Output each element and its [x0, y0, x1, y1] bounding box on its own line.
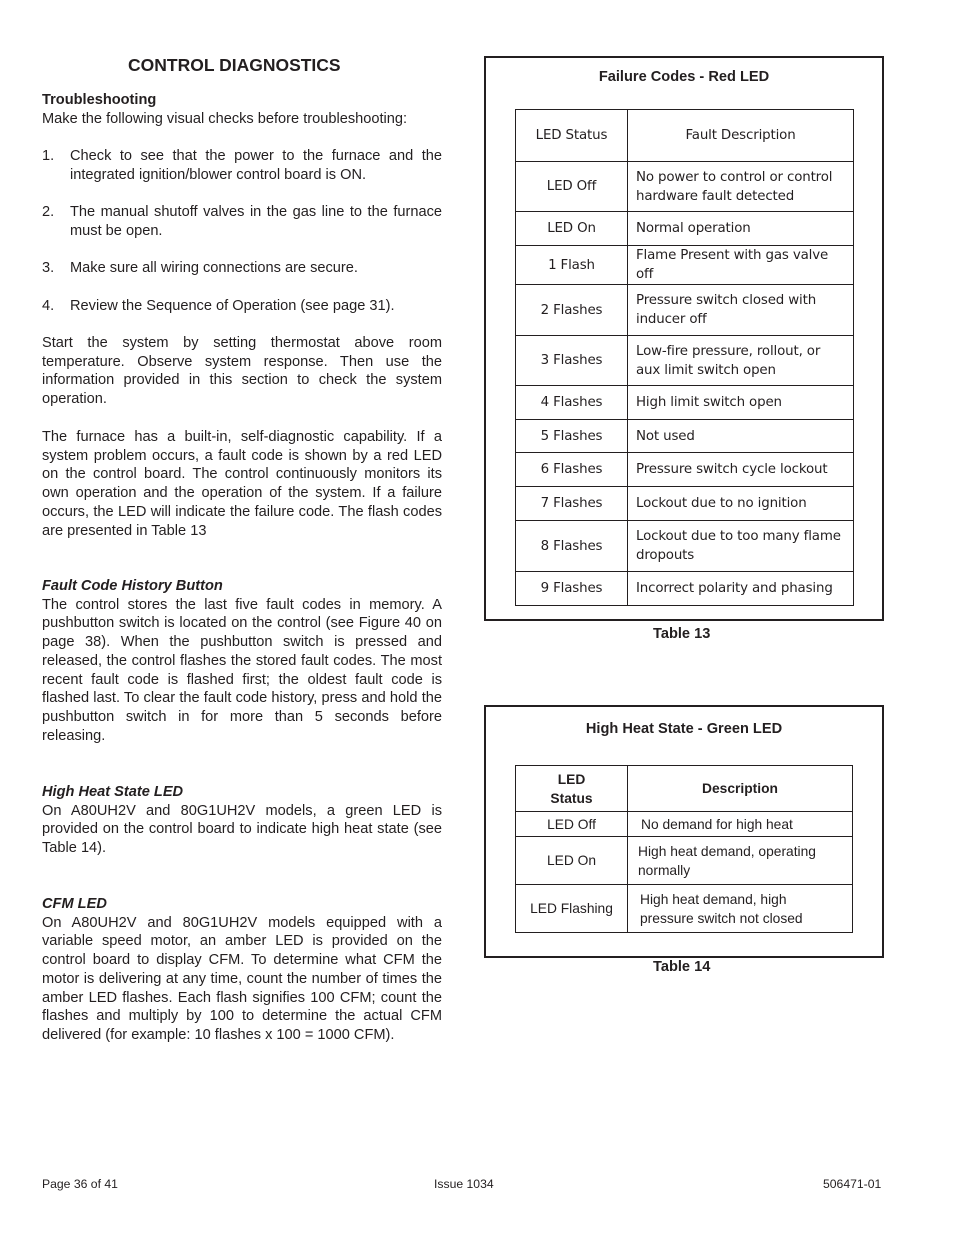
- step-number: 3.: [42, 260, 55, 276]
- table-row: [516, 285, 854, 336]
- table-row: [516, 572, 854, 606]
- table-row: [516, 453, 854, 487]
- fault-description-cell: Pressure switch cycle lockout: [628, 453, 854, 487]
- led-status-cell: 2 Flashes: [516, 285, 628, 336]
- step-number: 4.: [42, 298, 55, 314]
- fault-history-section: [42, 577, 442, 745]
- check-step-2: [42, 203, 442, 240]
- high-heat-section: [42, 783, 442, 858]
- fault-description-cell: Normal operation: [628, 212, 854, 246]
- header-led-status: LED Status: [516, 766, 628, 812]
- header-description: Description: [628, 766, 853, 812]
- led-status-cell: 5 Flashes: [516, 420, 628, 453]
- table-13-title: Failure Codes - Red LED: [598, 69, 770, 85]
- fault-description-cell: Pressure switch closed with inducer off: [628, 285, 854, 336]
- troubleshooting-section: [42, 91, 442, 128]
- check-step-1: [42, 147, 442, 184]
- fault-description-cell: Lockout due to no ignition: [628, 487, 854, 521]
- high-heat-title: High Heat State LED: [42, 784, 184, 800]
- led-status-cell: LED On: [516, 837, 628, 885]
- table-row: [516, 246, 854, 285]
- table-header-row: [516, 110, 854, 162]
- fault-description-cell: High limit switch open: [628, 386, 854, 420]
- step-text: Review the Sequence of Operation (see page 31).: [70, 298, 395, 314]
- fault-description-cell: Low-fire pressure, rollout, or aux limit switch open: [628, 336, 854, 386]
- description-cell: High heat demand, high pressure switch not closed: [628, 885, 853, 933]
- step-number: 2.: [42, 204, 55, 220]
- table-row: [516, 420, 854, 453]
- table-row: [516, 812, 853, 837]
- led-status-cell: 7 Flashes: [516, 487, 628, 521]
- led-status-cell: 6 Flashes: [516, 453, 628, 487]
- fault-history-text: The control stores the last five fault codes in memory. A pushbutton switch is located on the control (see Figure 40 on page 38). When the pushbutton switch is pressed and released, the control flashes the stored fault codes. The most recent fault code is flashed first; the oldest fault code is flashed last. To clear the fault code history, press and hold the pushbutton switch in for more than 5 seconds before releasing.: [42, 596, 442, 744]
- footer-page-number: Page 36 of 41: [42, 1177, 118, 1191]
- led-status-cell: LED On: [516, 212, 628, 246]
- step-text: The manual shutoff valves in the gas line to the furnace must be open.: [70, 204, 442, 239]
- table-row: [516, 885, 853, 933]
- fault-description-cell: Lockout due to too many flame dropouts: [628, 521, 854, 572]
- failure-codes-table: [515, 109, 854, 606]
- cfm-title: CFM LED: [42, 896, 107, 912]
- led-status-cell: 1 Flash: [516, 246, 628, 285]
- table-row: [516, 212, 854, 246]
- header-fault-description: Fault Description: [628, 110, 854, 162]
- step-text: Make sure all wiring connections are secure.: [70, 260, 358, 276]
- fault-description-cell: Not used: [628, 420, 854, 453]
- table-row: [516, 521, 854, 572]
- table-row: [516, 487, 854, 521]
- page-heading: CONTROL DIAGNOSTICS: [128, 55, 341, 75]
- cfm-text: On A80UH2V and 80G1UH2V models equipped with a variable speed motor, an amber LED is provided on the control board to display CFM. To determine what CFM the motor is delivering at any time, count the number of times the amber LED flashes. Each flash signifies 100 CFM; count the flashes and multiply by 100 to determine the actual CFM delivered (for example: 10 flashes x 100 = 1000 CFM).: [42, 914, 442, 1043]
- led-status-cell: LED Flashing: [516, 885, 628, 933]
- self-diagnostic-paragraph: The furnace has a built-in, self-diagnostic capability. If a system problem occurs, a fault code is shown by a red LED on the control board. The control continuously monitors its own operation and the operation of the system. If a failure occurs, the LED will indicate the failure code. The flash codes are presented in Table 13: [42, 429, 442, 539]
- table-14-title: High Heat State - Green LED: [585, 721, 783, 737]
- led-status-cell: 4 Flashes: [516, 386, 628, 420]
- table-row: [516, 837, 853, 885]
- table-14-caption: Table 14: [653, 959, 711, 975]
- table-row: [516, 386, 854, 420]
- table-13-caption: Table 13: [653, 626, 711, 642]
- led-status-cell: 8 Flashes: [516, 521, 628, 572]
- troubleshooting-intro: Make the following visual checks before troubleshooting:: [42, 110, 408, 127]
- high-heat-table: [515, 765, 853, 933]
- led-status-cell: 3 Flashes: [516, 336, 628, 386]
- troubleshooting-title: Troubleshooting: [42, 92, 157, 108]
- footer-issue: Issue 1034: [434, 1177, 494, 1191]
- description-cell: No demand for high heat: [628, 812, 853, 837]
- fault-description-cell: Incorrect polarity and phasing: [628, 572, 854, 606]
- fault-description-cell: No power to control or control hardware fault detected: [628, 162, 854, 212]
- check-step-3: [42, 259, 442, 278]
- header-led-status: LED Status: [516, 110, 628, 162]
- check-step-4: [42, 297, 442, 316]
- cfm-section: [42, 895, 442, 1045]
- led-status-cell: LED Off: [516, 812, 628, 837]
- fault-description-cell: Flame Present with gas valve off: [628, 246, 854, 285]
- step-text: Check to see that the power to the furnace and the integrated ignition/blower control board is ON.: [70, 148, 442, 183]
- step-number: 1.: [42, 148, 55, 164]
- table-header-row: [516, 766, 853, 812]
- led-status-cell: LED Off: [516, 162, 628, 212]
- description-cell: High heat demand, operating normally: [628, 837, 853, 885]
- footer-document-number: 506471-01: [823, 1177, 882, 1191]
- startup-paragraph: Start the system by setting thermostat above room temperature. Observe system response. Then use the information provided in this section to check the system operation.: [42, 335, 442, 408]
- fault-history-title: Fault Code History Button: [42, 578, 223, 594]
- table-row: [516, 162, 854, 212]
- high-heat-text: On A80UH2V and 80G1UH2V models, a green LED is provided on the control board to indicate high heat state (see Table 14).: [42, 802, 442, 857]
- led-status-cell: 9 Flashes: [516, 572, 628, 606]
- table-row: [516, 336, 854, 386]
